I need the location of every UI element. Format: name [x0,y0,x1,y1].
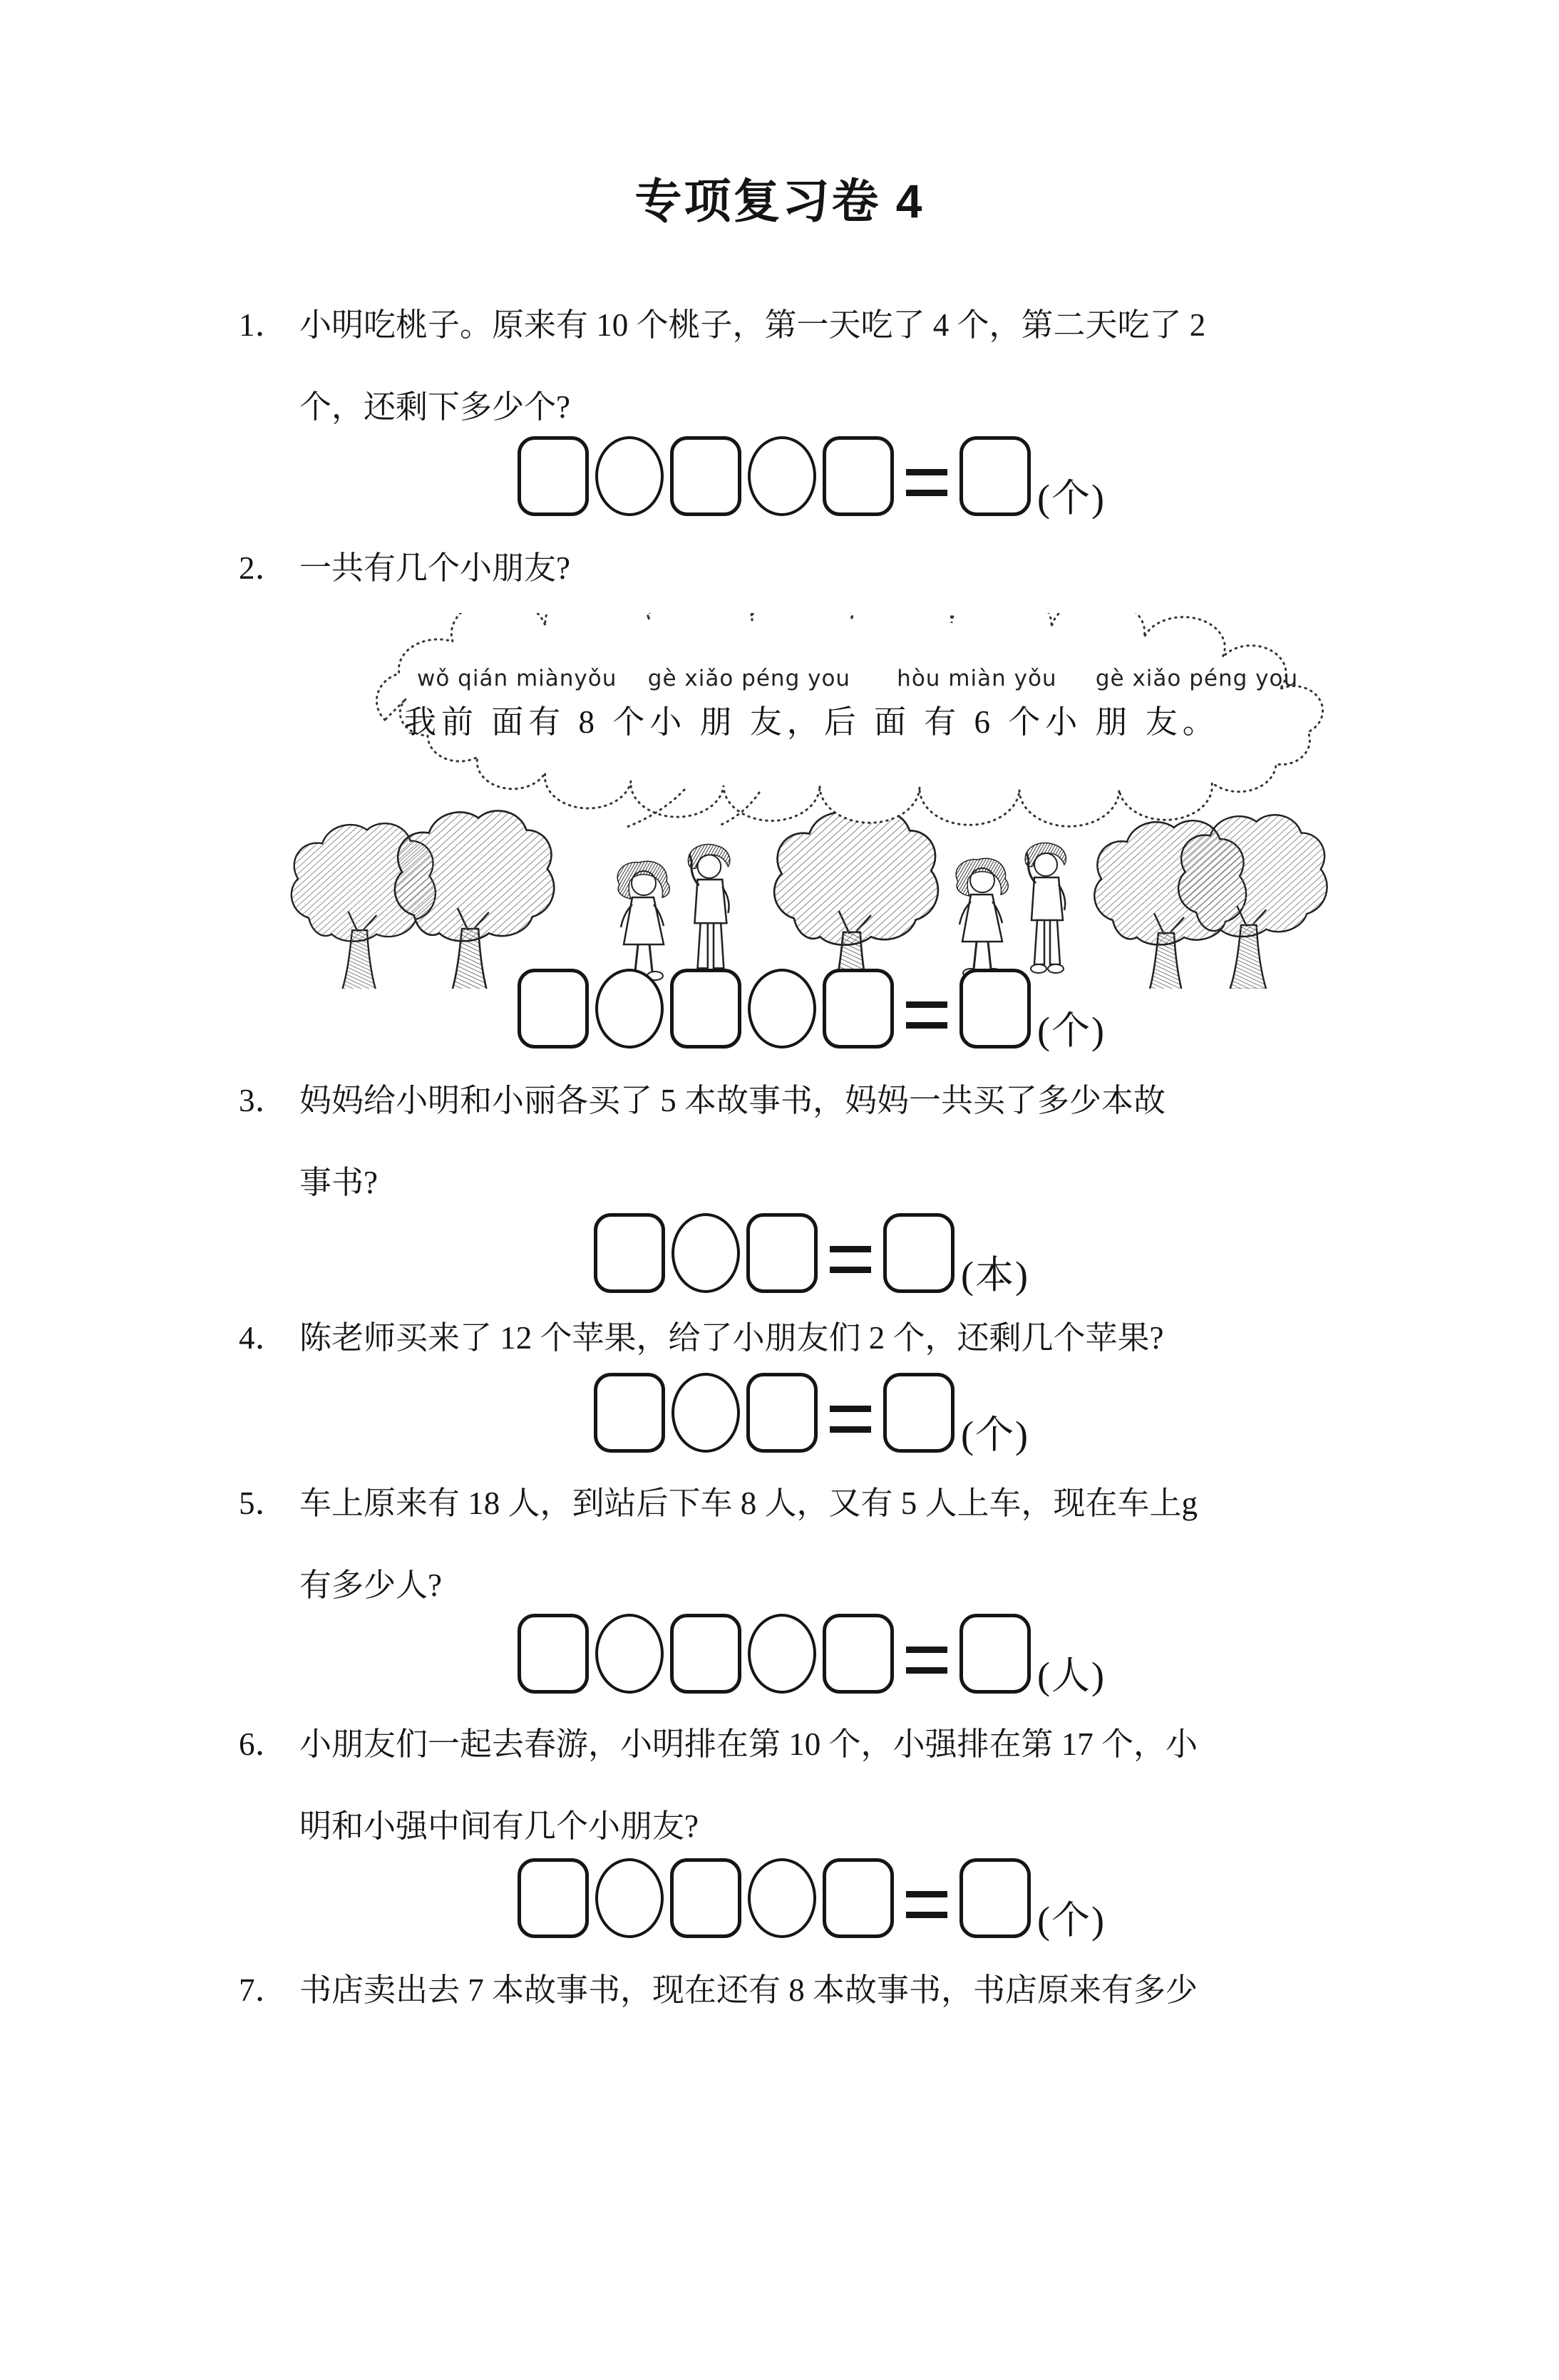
unit-label: (人) [1037,1654,1106,1697]
number-box [746,1213,818,1293]
problem-number: 7． [239,1972,287,2009]
problem-2 [239,527,1345,609]
problem-text [299,1060,1345,1224]
result-box [959,1614,1031,1694]
problem-text-line: 妈妈给小明和小丽各买了 5 本故事书，妈妈一共买了多少本故 [299,1083,1166,1119]
operator-circle [595,436,664,516]
number-box [518,1614,589,1694]
problem-text-line: 一共有几个小朋友? [299,550,570,587]
equals-sign [830,1406,871,1433]
problem-text [299,284,1345,448]
equation-row-5 [32,1614,1559,1697]
problem-text [299,1297,1345,1379]
problem-5 [239,1463,1345,1627]
problem-text-line: 书店卖出去 7 本故事书，现在还有 8 本故事书，书店原来有多少 [299,1972,1198,2009]
equals-sign [830,1246,871,1273]
tree-icon [774,811,938,989]
problem-number: 6． [239,1726,287,1762]
tree-icon [395,811,554,989]
bubble-chinese-text: 我前 面有 8 个小 朋 友，后 面 有 6 个小 朋 友。 [404,704,1220,741]
result-box [959,436,1031,516]
problem-text [299,1704,1345,1868]
problem-text-line: 个，还剩下多少个? [299,388,570,425]
equals-sign [906,1001,947,1029]
problem-number: 4． [239,1319,287,1356]
problem-number: 3． [239,1083,287,1119]
number-box [670,1858,741,1938]
equation-row-2 [32,969,1559,1053]
operator-circle [595,1614,664,1694]
girl-icon [617,861,669,980]
problem-text-line: 陈老师买来了 12 个苹果，给了小朋友们 2 个，还剩几个苹果? [299,1319,1164,1356]
boy-icon [1025,843,1066,973]
number-box [594,1373,665,1453]
number-box [670,1614,741,1694]
unit-label: (个) [1037,1899,1106,1942]
problem-number: 1． [239,306,287,343]
operator-circle [748,969,816,1049]
unit-label: (个) [1037,1009,1106,1053]
unit-label: (个) [961,1413,1029,1457]
number-box [746,1373,818,1453]
number-box [823,1614,894,1694]
girl-icon [956,858,1008,977]
bubble-pinyin: wǒ qián miànyǒu gè xiǎo péng you hòu miàn yǒu gè xiǎo péng you [417,666,1299,692]
unit-label: (个) [1037,477,1106,520]
problem-7 [239,1949,1345,2031]
problem-number: 2． [239,550,287,587]
operator-circle [672,1213,740,1293]
problem-text-line: 车上原来有 18 人，到站后下车 8 人，又有 5 人上车，现在车上g [299,1485,1198,1522]
result-box [883,1373,955,1453]
problem-text-line: 明和小强中间有几个小朋友? [299,1808,699,1844]
problem-text-line: 事书? [299,1164,378,1200]
problem-3 [239,1060,1345,1224]
operator-circle [595,969,664,1049]
operator-circle [748,436,816,516]
speech-bubble [360,613,1344,834]
equals-sign [906,1891,947,1918]
problem-text [299,1463,1345,1627]
operator-circle [748,1858,816,1938]
problem-number: 5． [239,1485,287,1522]
result-box [959,1858,1031,1938]
equation-row-4 [32,1373,1559,1457]
result-box [959,969,1031,1049]
number-box [518,969,589,1049]
problem-text [299,1949,1345,2031]
tree-icon [1178,815,1327,989]
problem-text-line: 有多少人? [299,1567,442,1604]
number-box [670,436,741,516]
number-box [518,1858,589,1938]
equals-sign [906,469,947,496]
page-title: 专项复习卷 4 [634,175,925,227]
boy-icon [688,845,729,977]
operator-circle [748,1614,816,1694]
problem-text [299,527,1345,609]
equation-row-6 [32,1858,1559,1942]
number-box [823,1858,894,1938]
operator-circle [595,1858,664,1938]
problem-4 [239,1297,1345,1379]
number-box [823,436,894,516]
result-box [883,1213,955,1293]
number-box [823,969,894,1049]
problem-text-line: 小明吃桃子。原来有 10 个桃子，第一天吃了 4 个，第二天吃了 2 [299,306,1206,343]
number-box [594,1213,665,1293]
problem-text-line: 小朋友们一起去春游，小明排在第 10 个，小强排在第 17 个，小 [299,1726,1198,1762]
unit-label: (本) [961,1253,1029,1297]
number-box [518,436,589,516]
equals-sign [906,1647,947,1674]
equation-row-1 [32,436,1559,520]
problem-1 [239,284,1345,448]
number-box [670,969,741,1049]
problem-6 [239,1704,1345,1868]
equation-row-3 [32,1213,1559,1297]
operator-circle [672,1373,740,1453]
